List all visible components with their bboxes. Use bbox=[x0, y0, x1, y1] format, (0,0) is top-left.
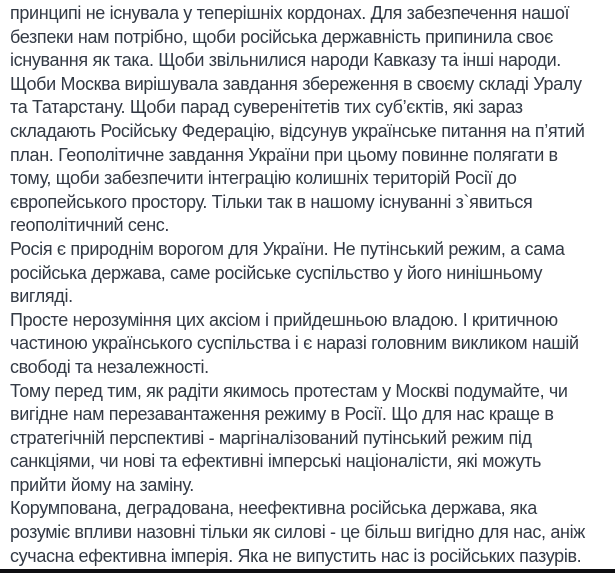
text-line: Тому перед тим, як радіти якимось протестам у Москві подумайте, чи bbox=[10, 380, 568, 401]
text-line: стратегічній перспективі - маргіналізований путінський режим під bbox=[10, 427, 532, 448]
paragraph bbox=[10, 2, 611, 238]
text-line: санкціями, чи нові та ефективні імперські націоналісти, які можуть bbox=[10, 451, 542, 472]
paragraph bbox=[10, 380, 611, 498]
text-line: існування як така. Щоби звільнилися народи Кавказу та інші народи. bbox=[10, 50, 561, 71]
text-line: частиною українського суспільства і є наразі головним викликом нашій bbox=[10, 333, 579, 354]
text-line: свободі та незалежності. bbox=[10, 356, 209, 377]
article-text bbox=[10, 2, 611, 568]
text-line: Просте нерозуміння цих аксіом і прийдешньою владою. І критичною bbox=[10, 309, 558, 330]
text-line: тому, щоби забезпечити інтеграцію колишніх територій Росії до bbox=[10, 168, 517, 189]
text-line: принципі не існувала у теперішніх кордонах. Для забезпечення нашої bbox=[10, 3, 570, 23]
text-line: Корумпована, деградована, неефективна російська держава, яка bbox=[10, 498, 537, 519]
text-line: сучасна ефективна імперія. Яка не випустить нас із російських пазурів. bbox=[10, 545, 582, 566]
text-line: європейського простору. Тільки так в нашому існуванні з`явиться bbox=[10, 191, 533, 212]
text-line: Росія є природнім ворогом для України. Не путінський режим, а сама bbox=[10, 238, 565, 259]
text-line: складають Російську Федерацію, відсунув українське питання на п’ятий bbox=[10, 120, 585, 141]
window-bottom-edge bbox=[0, 569, 615, 573]
text-line: Щоби Москва вирішувала завдання збереження в своєму складі Уралу bbox=[10, 73, 582, 94]
text-line: безпеки нам потрібно, щоби російська державність припинила своє bbox=[10, 26, 553, 47]
text-line: геополітичний сенс. bbox=[10, 215, 170, 236]
text-line: план. Геополітичне завдання України при цьому повинне полягати в bbox=[10, 144, 558, 165]
text-line: прийти йому на заміну. bbox=[10, 474, 194, 495]
text-line: вигідне нам перезавантаження режиму в Росії. Що для нас краще в bbox=[10, 404, 554, 425]
text-line: розуміє впливи назовні тільки як силові - це більш вигідно для нас, аніж bbox=[10, 522, 585, 543]
text-line: вигляді. bbox=[10, 286, 73, 307]
paragraph bbox=[10, 309, 611, 380]
text-line: російська держава, саме російське суспільство у його нинішньому bbox=[10, 262, 543, 283]
paragraph bbox=[10, 497, 611, 568]
text-line: та Татарстану. Щоби парад суверенітетів тих суб’єктів, які зараз bbox=[10, 97, 523, 118]
paragraph bbox=[10, 238, 611, 309]
